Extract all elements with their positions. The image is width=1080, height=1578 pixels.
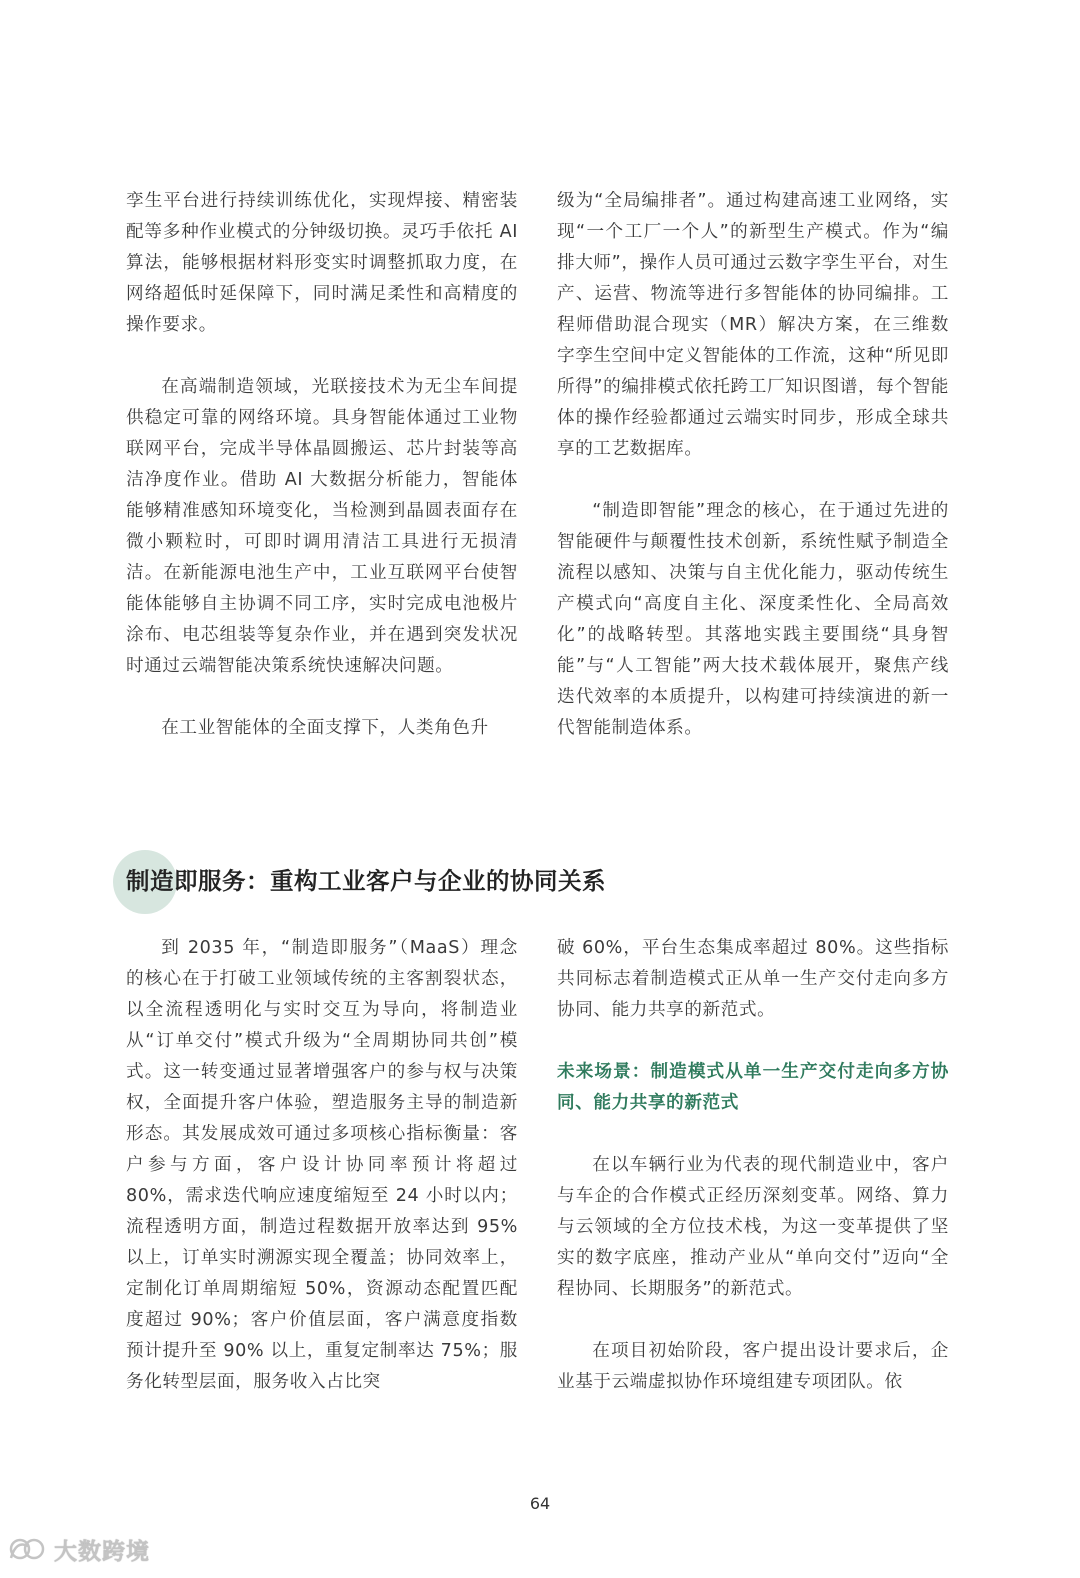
section-heading: 制造即服务：重构工业客户与企业的协同关系	[126, 867, 606, 895]
paragraph: 孪生平台进行持续训练优化，实现焊接、精密装配等多种作业模式的分钟级切换。灵巧手依托 AI 算法，能够根据材料形变实时调整抓取力度，在网络超低时延保障下，同时满足柔性和高精度的操作要求。	[126, 191, 518, 335]
paragraph: 在高端制造领域，光联接技术为无尘车间提供稳定可靠的网络环境。具身智能体通过工业物联网平台，完成半导体晶圆搬运、芯片封装等高洁净度作业。借助 AI 大数据分析能力，智能体能够精准感知环境变化，当检测到晶圆表面存在微小颗粒时，可即时调用清洁工具进行无损清洁。在新能源电池生产中，工业互联网平台使智能体能够自主协调不同工序，实时完成电池极片涂布、电芯组装等复杂作业，并在遇到突发状况时通过云端智能决策系统快速解决问题。	[126, 377, 518, 676]
brand-logo-icon	[8, 1534, 48, 1564]
bottom-right-column	[557, 933, 949, 1398]
top-right-column	[557, 186, 949, 744]
bottom-left-column	[126, 933, 518, 1398]
watermark-text: 大数跨境	[54, 1538, 150, 1565]
top-left-column	[126, 186, 518, 744]
watermark	[8, 1531, 150, 1567]
paragraph: 在工业智能体的全面支撑下，人类角色升	[161, 718, 489, 738]
paragraph: “制造即智能”理念的核心，在于通过先进的智能硬件与颠覆性技术创新，系统性赋予制造全流程以感知、决策与自主优化能力，驱动传统生产模式向“高度自主化、深度柔性化、全局高效化”的战略转型。其落地实践主要围绕“具身智能”与“人工智能”两大技术载体展开，聚焦产线迭代效率的本质提升，以构建可持续演进的新一代智能制造体系。	[557, 501, 949, 738]
paragraph: 在项目初始阶段，客户提出设计要求后，企业基于云端虚拟协作环境组建专项团队。依	[557, 1341, 949, 1392]
page-number: 64	[529, 1494, 551, 1513]
future-scenario-subheading: 未来场景：制造模式从单一生产交付走向多方协同、能力共享的新范式	[557, 1062, 949, 1113]
paragraph: 在以车辆行业为代表的现代制造业中，客户与车企的合作模式正经历深刻变革。网络、算力与云领域的全方位技术栈，为这一变革提供了坚实的数字底座，推动产业从“单向交付”迈向“全程协同、长期服务”的新范式。	[557, 1155, 949, 1299]
paragraph: 级为“全局编排者”。通过构建高速工业网络，实现“一个工厂一个人”的新型生产模式。作为“编排大师”，操作人员可通过云数字孪生平台，对生产、运营、物流等进行多智能体的协同编排。工程师借助混合现实（MR）解决方案，在三维数字孪生空间中定义智能体的工作流，这种“所见即所得”的编排模式依托跨工厂知识图谱，每个智能体的操作经验都通过云端实时同步，形成全球共享的工艺数据库。	[557, 191, 949, 459]
paragraph: 到 2035 年，“制造即服务”（MaaS）理念的核心在于打破工业领域传统的主客割裂状态，以全流程透明化与实时交互为导向，将制造业从“订单交付”模式升级为“全周期协同共创”模式。这一转变通过显著增强客户的参与权与决策权，全面提升客户体验，塑造服务主导的制造新形态。其发展成效可通过多项核心指标衡量：客户参与方面，客户设计协同率预计将超过 80%，需求迭代响应速度缩短至 24 小时以内；流程透明方面，制造过程数据开放率达到 95% 以上，订单实时溯源实现全覆盖；协同效率上，定制化订单周期缩短 50%，资源动态配置匹配度超过 90%；客户价值层面，客户满意度指数预计提升至 90% 以上，重复定制率达 75%；服务化转型层面，服务收入占比突	[126, 938, 518, 1392]
paragraph: 破 60%，平台生态集成率超过 80%。这些指标共同标志着制造模式正从单一生产交付走向多方协同、能力共享的新范式。	[557, 938, 949, 1020]
